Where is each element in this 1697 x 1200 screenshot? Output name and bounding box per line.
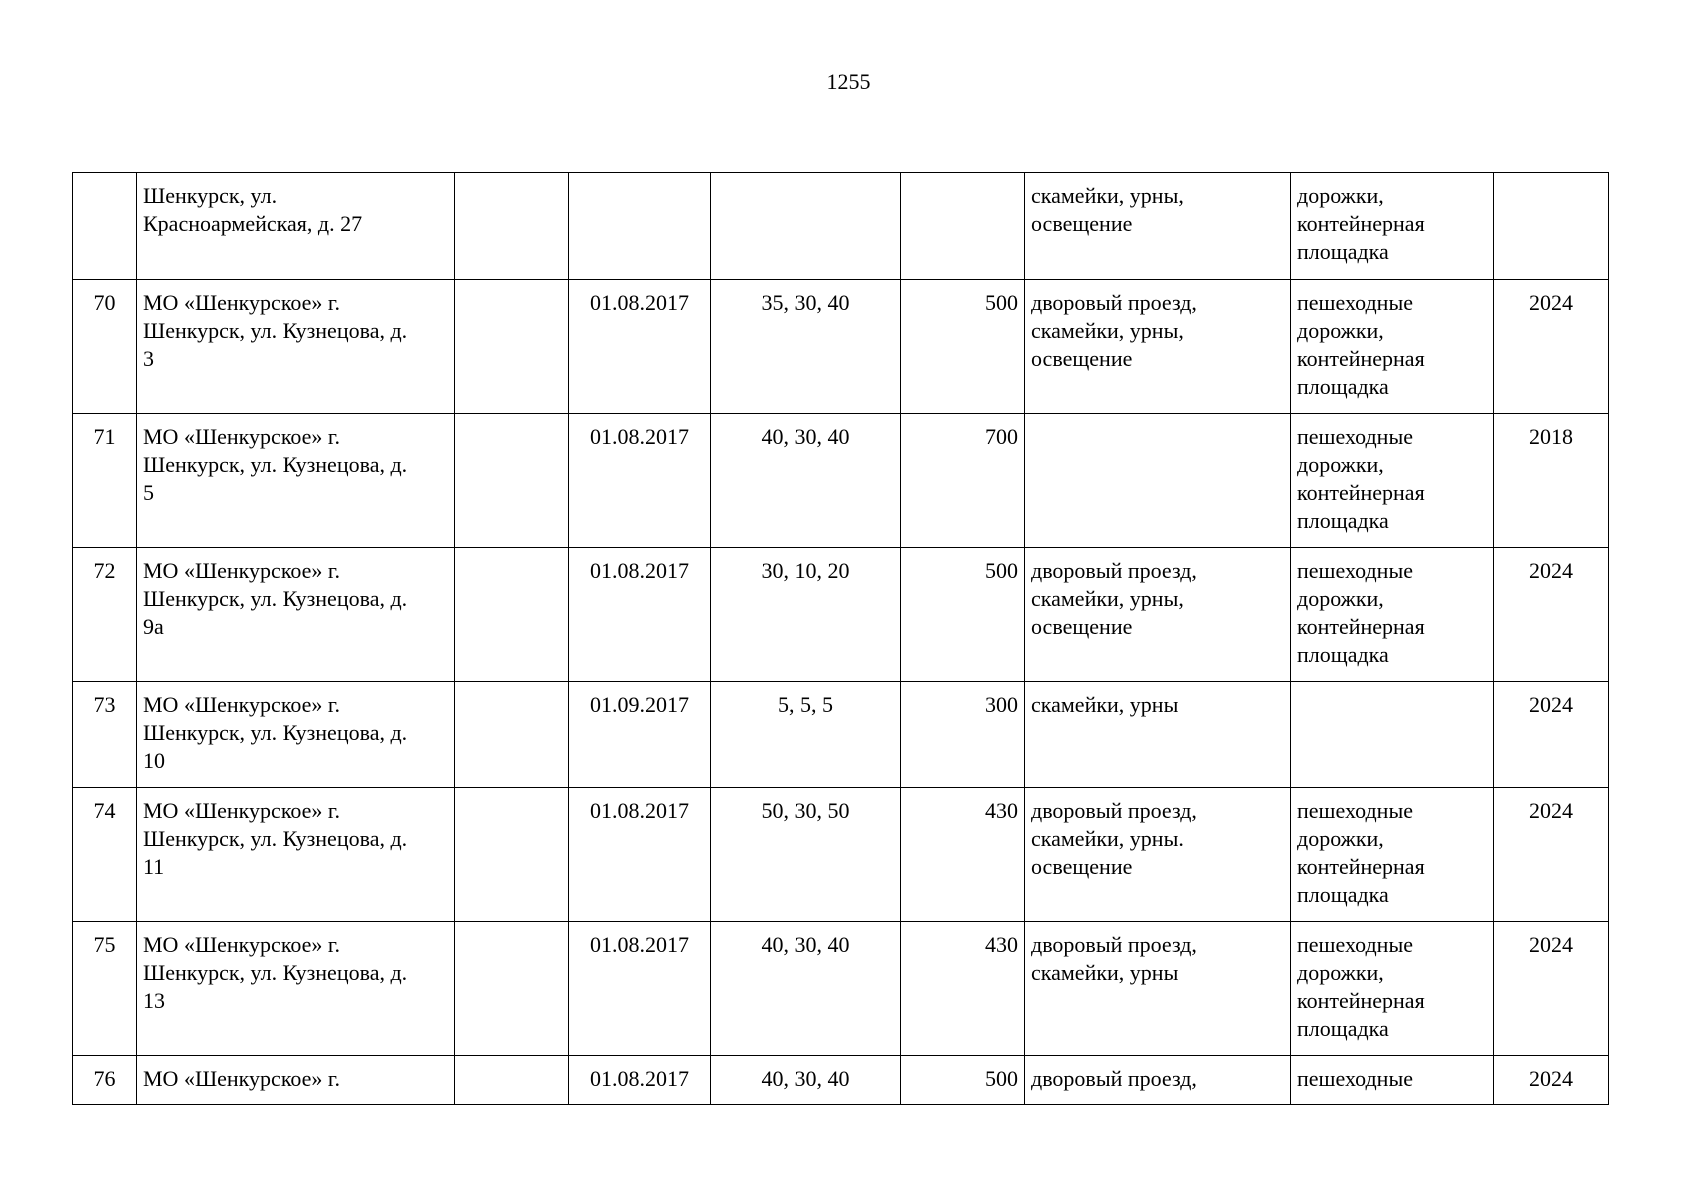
- area-cell: 430: [901, 788, 1025, 922]
- empty-cell: [455, 173, 569, 280]
- area-cell: 430: [901, 922, 1025, 1056]
- area-cell: 500: [901, 280, 1025, 414]
- area-cell: 300: [901, 682, 1025, 788]
- params-cell: 50, 30, 50: [711, 788, 901, 922]
- table-row: [73, 414, 1609, 548]
- year-cell: 2024: [1494, 280, 1609, 414]
- date-cell: 01.09.2017: [569, 682, 711, 788]
- date-cell: 01.08.2017: [569, 788, 711, 922]
- empty-cell: [455, 922, 569, 1056]
- date-cell: 01.08.2017: [569, 1056, 711, 1105]
- row-number-cell: [73, 173, 137, 280]
- row-number-cell: 75: [73, 922, 137, 1056]
- row-number-cell: 74: [73, 788, 137, 922]
- additional-works-cell: пешеходные дорожки, контейнерная площадка: [1291, 280, 1494, 414]
- date-cell: 01.08.2017: [569, 922, 711, 1056]
- params-cell: 40, 30, 40: [711, 1056, 901, 1105]
- table-row: [73, 280, 1609, 414]
- additional-works-cell: пешеходные дорожки, контейнерная площадка: [1291, 414, 1494, 548]
- year-cell: 2024: [1494, 1056, 1609, 1105]
- address-cell: МО «Шенкурское» г. Шенкурск, ул. Кузнецова, д. 13: [137, 922, 455, 1056]
- yard-registry-table: [72, 172, 1609, 1105]
- year-cell: 2024: [1494, 548, 1609, 682]
- params-cell: 30, 10, 20: [711, 548, 901, 682]
- params-cell: 35, 30, 40: [711, 280, 901, 414]
- minimal-works-cell: [1025, 414, 1291, 548]
- address-cell: МО «Шенкурское» г. Шенкурск, ул. Кузнецова, д. 10: [137, 682, 455, 788]
- address-cell: МО «Шенкурское» г.: [137, 1056, 455, 1105]
- params-cell: [711, 173, 901, 280]
- additional-works-cell: пешеходные дорожки, контейнерная площадка: [1291, 788, 1494, 922]
- year-cell: [1494, 173, 1609, 280]
- date-cell: 01.08.2017: [569, 280, 711, 414]
- minimal-works-cell: дворовый проезд, скамейки, урны. освещение: [1025, 788, 1291, 922]
- address-cell: МО «Шенкурское» г. Шенкурск, ул. Кузнецова, д. 3: [137, 280, 455, 414]
- empty-cell: [455, 1056, 569, 1105]
- address-cell: Шенкурск, ул. Красноармейская, д. 27: [137, 173, 455, 280]
- minimal-works-cell: дворовый проезд, скамейки, урны: [1025, 922, 1291, 1056]
- table-row: [73, 1056, 1609, 1105]
- params-cell: 40, 30, 40: [711, 414, 901, 548]
- table-row: [73, 173, 1609, 280]
- area-cell: 500: [901, 1056, 1025, 1105]
- year-cell: 2024: [1494, 788, 1609, 922]
- table-row: [73, 788, 1609, 922]
- minimal-works-cell: скамейки, урны, освещение: [1025, 173, 1291, 280]
- empty-cell: [455, 682, 569, 788]
- area-cell: 700: [901, 414, 1025, 548]
- additional-works-cell: [1291, 682, 1494, 788]
- params-cell: 40, 30, 40: [711, 922, 901, 1056]
- table-row: [73, 922, 1609, 1056]
- additional-works-cell: пешеходные дорожки, контейнерная площадка: [1291, 548, 1494, 682]
- year-cell: 2018: [1494, 414, 1609, 548]
- minimal-works-cell: дворовый проезд, скамейки, урны, освещение: [1025, 280, 1291, 414]
- row-number-cell: 72: [73, 548, 137, 682]
- table-row: [73, 682, 1609, 788]
- year-cell: 2024: [1494, 682, 1609, 788]
- row-number-cell: 71: [73, 414, 137, 548]
- minimal-works-cell: дворовый проезд, скамейки, урны, освещение: [1025, 548, 1291, 682]
- row-number-cell: 70: [73, 280, 137, 414]
- row-number-cell: 73: [73, 682, 137, 788]
- year-cell: 2024: [1494, 922, 1609, 1056]
- area-cell: 500: [901, 548, 1025, 682]
- empty-cell: [455, 280, 569, 414]
- minimal-works-cell: скамейки, урны: [1025, 682, 1291, 788]
- additional-works-cell: пешеходные: [1291, 1056, 1494, 1105]
- date-cell: 01.08.2017: [569, 548, 711, 682]
- empty-cell: [455, 414, 569, 548]
- date-cell: 01.08.2017: [569, 414, 711, 548]
- row-number-cell: 76: [73, 1056, 137, 1105]
- table-row: [73, 548, 1609, 682]
- empty-cell: [455, 548, 569, 682]
- date-cell: [569, 173, 711, 280]
- additional-works-cell: пешеходные дорожки, контейнерная площадка: [1291, 922, 1494, 1056]
- params-cell: 5, 5, 5: [711, 682, 901, 788]
- address-cell: МО «Шенкурское» г. Шенкурск, ул. Кузнецова, д. 11: [137, 788, 455, 922]
- address-cell: МО «Шенкурское» г. Шенкурск, ул. Кузнецова, д. 9а: [137, 548, 455, 682]
- address-cell: МО «Шенкурское» г. Шенкурск, ул. Кузнецова, д. 5: [137, 414, 455, 548]
- empty-cell: [455, 788, 569, 922]
- additional-works-cell: дорожки, контейнерная площадка: [1291, 173, 1494, 280]
- minimal-works-cell: дворовый проезд,: [1025, 1056, 1291, 1105]
- page-number: 1255: [826, 69, 871, 94]
- area-cell: [901, 173, 1025, 280]
